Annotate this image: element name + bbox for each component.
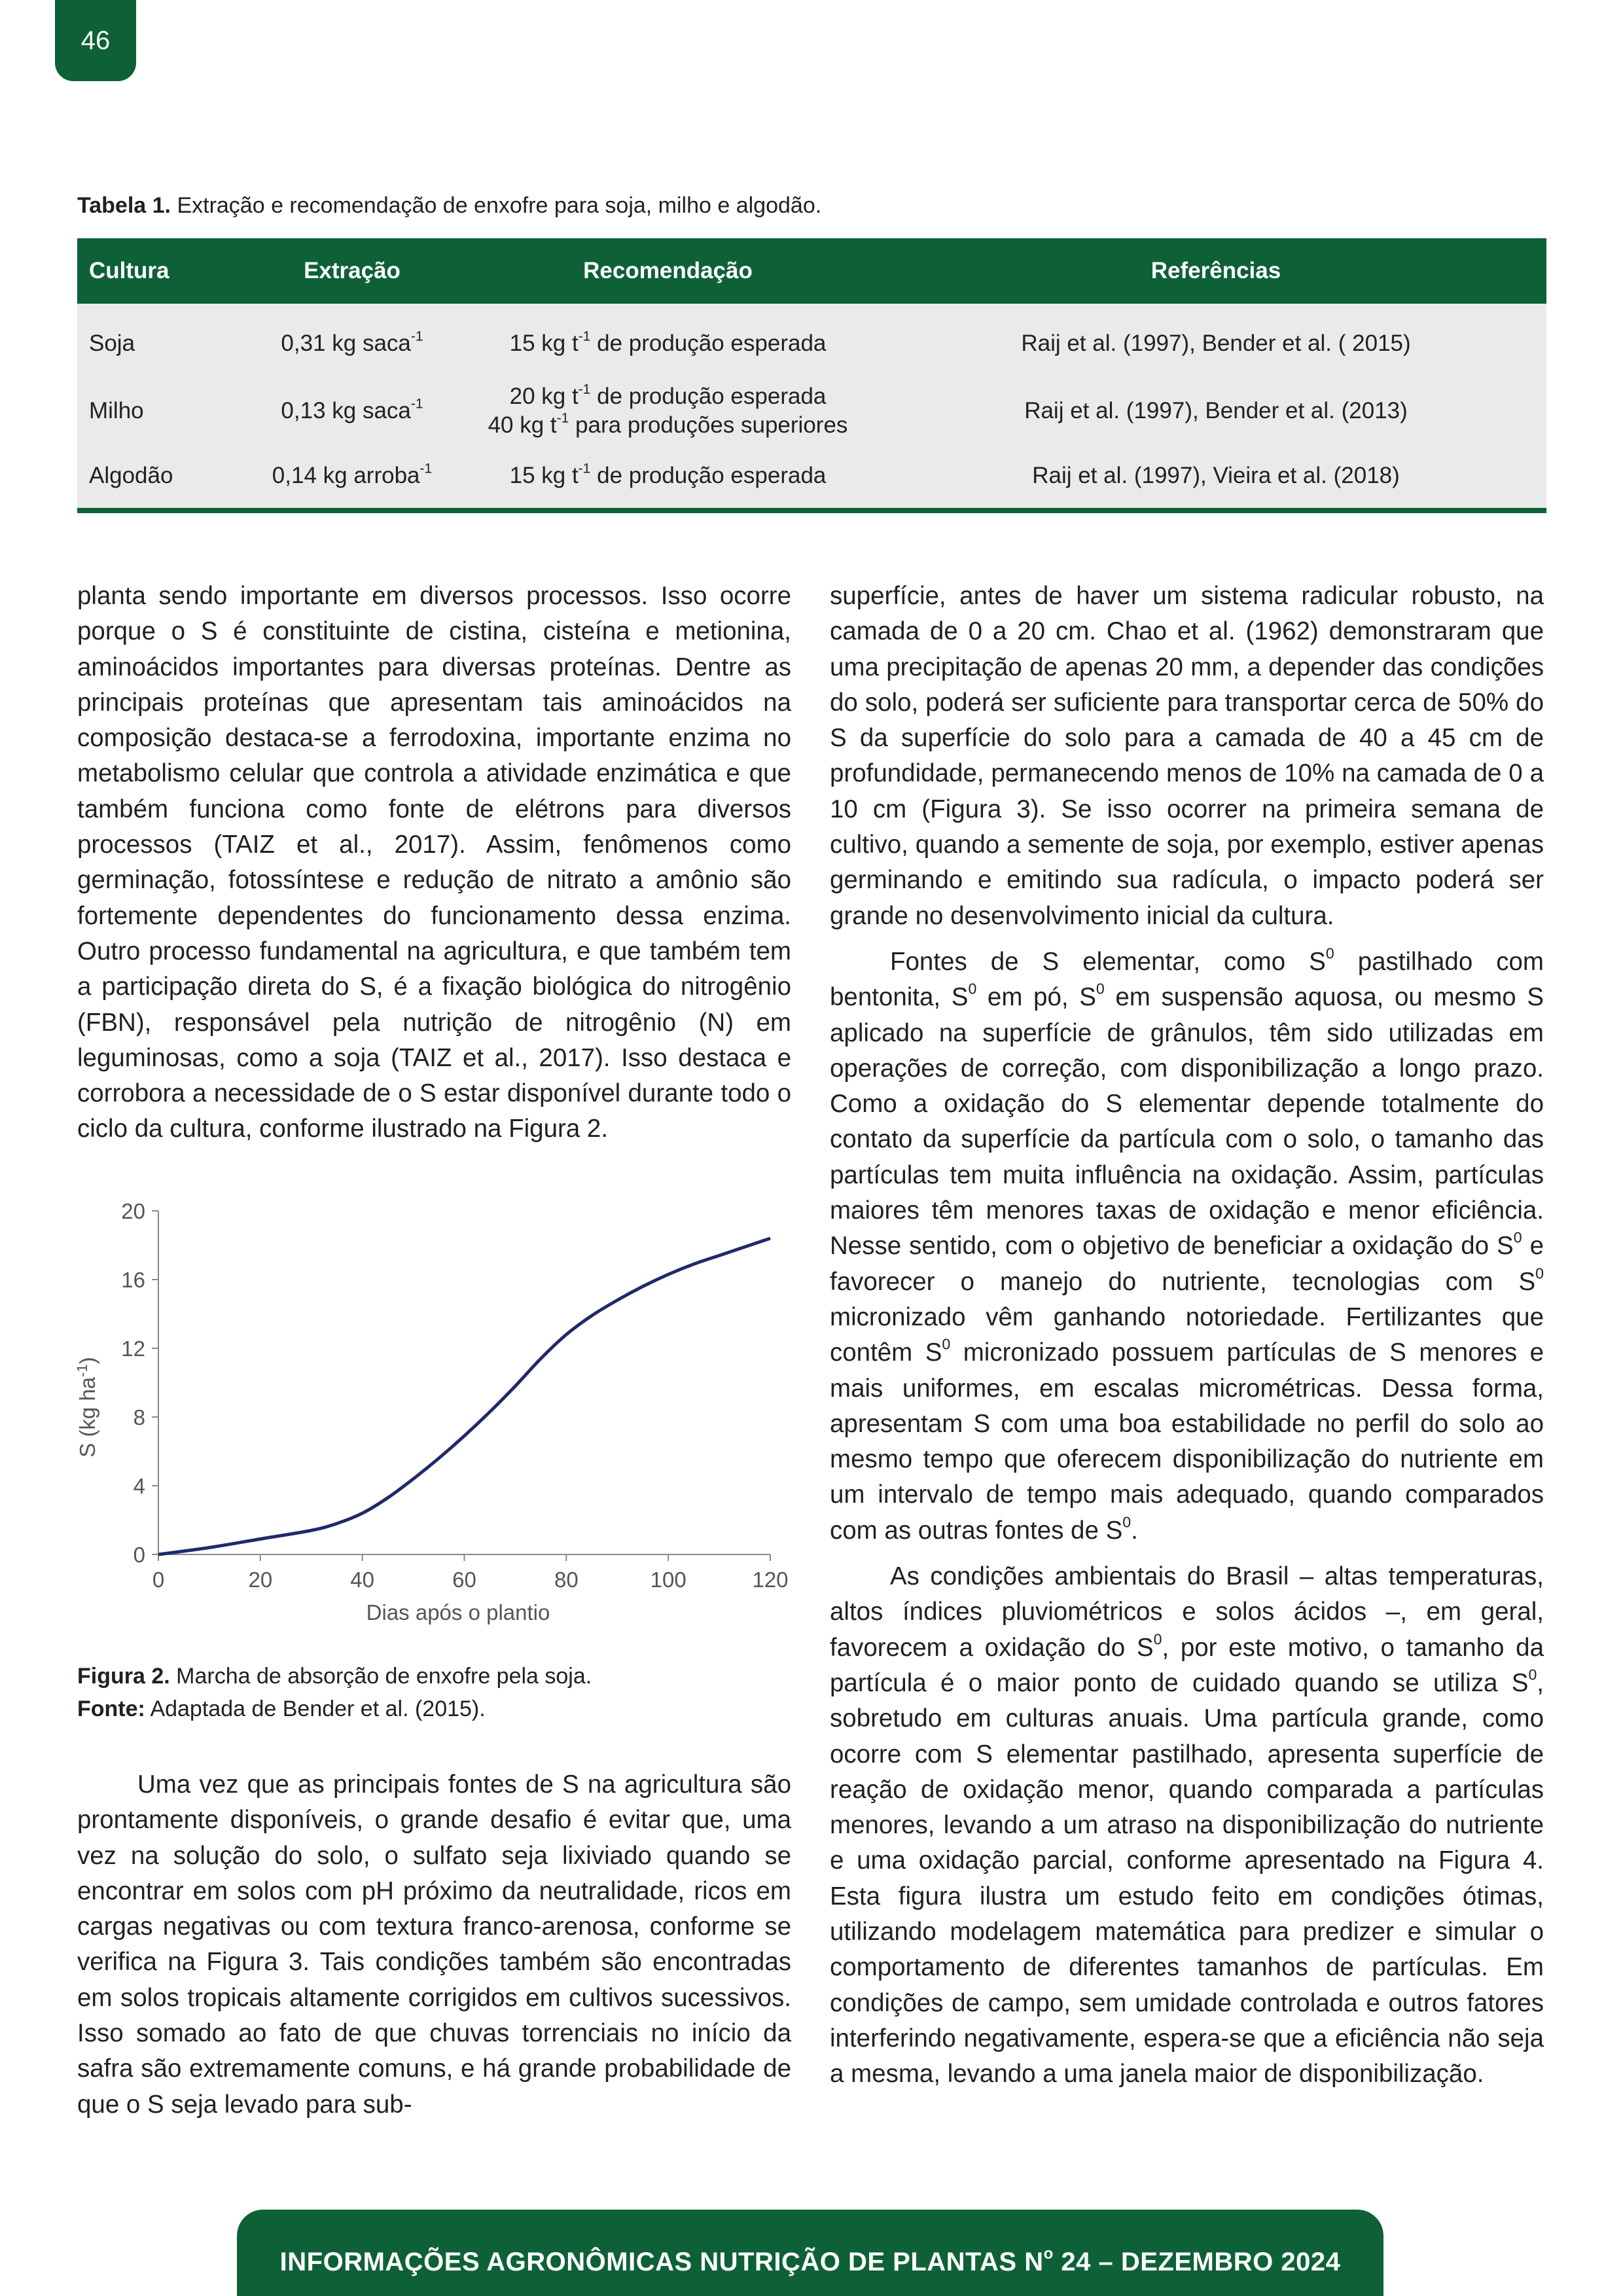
x-tick-label: 40	[350, 1568, 375, 1592]
cell-cultura: Algodão	[77, 444, 254, 511]
table-caption	[77, 191, 1543, 220]
chart-svg	[65, 1178, 805, 1636]
y-tick-label: 16	[121, 1268, 145, 1292]
header-referencias: Referências	[885, 238, 1546, 304]
table-caption-label: Tabela 1.	[77, 193, 171, 218]
header-cultura: Cultura	[77, 238, 254, 304]
footer-bar	[237, 2210, 1383, 2296]
cell-extracao: 0,14 kg arroba$^{-1}$	[254, 444, 450, 511]
footer-text: INFORMAÇÕES AGRONÔMICAS NUTRIÇÃO DE PLANTAS $N^o$ 24 – DEZEMBRO 2024	[279, 2245, 1341, 2276]
x-tick-label: 80	[554, 1568, 579, 1592]
cell-extracao: 0,13 kg saca$^{-1}$	[254, 378, 450, 444]
right-column	[830, 579, 1544, 2092]
body-paragraph: planta sendo importante em diversos processos. Isso ocorre porque o S é constituinte de cistina, cisteína e metionina, aminoácidos importantes para diversas proteínas. Dentre as principais proteínas que apresentam tais aminoácidos na composição destaca-se a ferrodoxina, importante enzima no metabolismo celular que controla a atividade enzimática e que também funciona como fonte de elétrons para diversos processos (TAIZ et al., 2017). Assim, fenômenos como germinação, fotossíntese e redução de nitrato a amônio são fortemente dependentes do funcionamento dessa enzima. Outro processo fundamental na agricultura, e que também tem a participação direta do S, é a fixação biológica do nitrogênio (FBN), responsável pela nutrição de nitrogênio (N) em leguminosas, como a soja (TAIZ et al., 2017). Isso destaca e corrobora a necessidade de o S estar disponível durante todo o ciclo da cultura, conforme ilustrado na Figura 2.	[77, 582, 791, 1143]
cell-referencias: Raij et al. (1997), Bender et al. ( 2015)	[885, 304, 1546, 378]
x-tick-label: 120	[752, 1568, 789, 1592]
table-caption-text: Extração e recomendação de enxofre para soja, milho e algodão.	[177, 193, 822, 218]
header-recomendacao: Recomendação	[450, 238, 885, 304]
body-paragraph: superfície, antes de haver um sistema radicular robusto, na camada de 0 a 20 cm. Chao et al. (1962) demonstraram que uma precipitação de apenas 20 mm, a depender das condições do solo, poderá ser suficiente para transportar cerca de 50% do S da superfície do solo para a camada de 40 a 45 cm de profundidade, permanecendo menos de 10% na camada de 0 a 10 cm (Figura 3). Se isso ocorrer na primeira semana de cultivo, quando a semente de soja, por exemplo, estiver apenas germinando e emitindo sua radícula, o impacto poderá ser grande no desenvolvimento inicial da cultura.	[830, 582, 1544, 930]
cell-recomendacao: 15 kg $t^{-1}$ de produção esperada	[450, 444, 885, 511]
left-column-top	[77, 579, 791, 1147]
left-column-bottom	[77, 1767, 791, 2123]
table-row	[77, 304, 1546, 378]
body-paragraph: Uma vez que as principais fontes de S na agricultura são prontamente disponíveis, o grande desafio é evitar que, uma vez na solução do solo, o sulfato seja lixiviado quando se encontrar em solos com pH próximo da neutralidade, ricos em cargas negativas ou com textura franco-arenosa, conforme se verifica na Figura 3. Tais condições também são encontradas em solos tropicais altamente corrigidos em cultivos sucessivos. Isso somado ao fato de que chuvas torrenciais no início da safra são extremamente comuns, e há grande probabilidade de que o S seja levado para sub-	[77, 1770, 791, 2119]
cell-referencias: Raij et al. (1997), Vieira et al. (2018)	[885, 444, 1546, 511]
x-tick-label: 100	[650, 1568, 687, 1592]
body-paragraph: Fontes de S elementar, como $S^0$ pastilhado com bentonita, $S^0$ em pó, $S^0$ em suspensão aquosa, ou mesmo S aplicado na superfície de grânulos, têm sido utilizadas em operações de correção, com disponibilização a longo prazo. Como a oxidação do S elementar depende totalmente do contato da superfície da partícula com o solo, o tamanho das partículas tem muita influência na oxidação. Assim, partículas maiores têm menores taxas de oxidação e menor eficiência. Nesse sentido, com o objetivo de beneficiar a oxidação do $S^0$ e favorecer o manejo do nutriente, tecnologias com $S^0$ micronizado vêm ganhando notoriedade. Fertilizantes que contêm $S^0$ micronizado possuem partículas de S menores e mais uniformes, em escalas micrométricas. Dessa forma, apresentam S com uma boa estabilidade no perfil do solo ao mesmo tempo que oferecem disponibilização do nutriente em um intervalo de tempo mais adequado, quando comparados com as outras fontes de $S^0$.	[830, 944, 1544, 1545]
table-row	[77, 444, 1546, 511]
y-axis-label: S (kg $ha^{-1}$)	[74, 1357, 99, 1458]
figure-caption-label: Figura 2.	[77, 1664, 170, 1689]
series-line	[158, 1238, 770, 1554]
cell-cultura: Soja	[77, 304, 254, 378]
figure-source-text: Adaptada de Bender et al. (2015).	[150, 1696, 486, 1721]
chart-ticks	[121, 1199, 788, 1592]
chart-axes	[158, 1211, 770, 1554]
figure-caption	[77, 1660, 791, 1725]
sulfur-table	[77, 238, 1546, 513]
y-tick-label: 12	[121, 1336, 145, 1361]
x-tick-label: 0	[152, 1568, 165, 1592]
cell-cultura: Milho	[77, 378, 254, 444]
x-axis-label: Dias após o plantio	[366, 1600, 550, 1624]
cell-referencias: Raij et al. (1997), Bender et al. (2013)	[885, 378, 1546, 444]
x-tick-label: 20	[248, 1568, 273, 1592]
page-number: 46	[55, 0, 136, 81]
figure-source-label: Fonte:	[77, 1696, 145, 1721]
figure-caption-text: Marcha de absorção de enxofre pela soja.	[176, 1664, 592, 1689]
figure-2-chart	[65, 1178, 805, 1636]
y-tick-label: 4	[133, 1474, 145, 1498]
header-extracao: Extração	[254, 238, 450, 304]
body-paragraph: As condições ambientais do Brasil – altas temperaturas, altos índices pluviométricos e solos ácidos –, em geral, favorecem a oxidação do $S^0$, por este motivo, o tamanho da partícula é o maior ponto de cuidado quando se utiliza $S^0$, sobretudo em culturas anuais. Uma partícula grande, como ocorre com S elementar pastilhado, apresenta superfície de reação de oxidação menor, quando comparada a partículas menores, levando a um atraso na disponibilização do nutriente e uma oxidação parcial, conforme apresentado na Figura 4. Esta figura ilustra um estudo feito em condições ótimas, utilizando modelagem matemática para predizer e simular o comportamento de diferentes tamanhos de partículas. Em condições de campo, sem umidade controlada e outros fatores interferindo negativamente, espera-se que a eficiência não seja a mesma, levando a uma janela maior de disponibilização.	[830, 1562, 1544, 2089]
x-tick-label: 60	[452, 1568, 476, 1592]
cell-extracao: 0,31 kg saca$^{-1}$	[254, 304, 450, 378]
table-header-row	[77, 238, 1546, 304]
table-row	[77, 378, 1546, 444]
cell-recomendacao: 20 kg $t^{-1}$ de produção esperada 40 kg $t^{-1}$ para produções superiores	[450, 378, 885, 444]
y-tick-label: 0	[133, 1543, 145, 1567]
y-tick-label: 20	[121, 1199, 145, 1223]
y-tick-label: 8	[133, 1405, 145, 1429]
cell-recomendacao: 15 kg $t^{-1}$ de produção esperada	[450, 304, 885, 378]
